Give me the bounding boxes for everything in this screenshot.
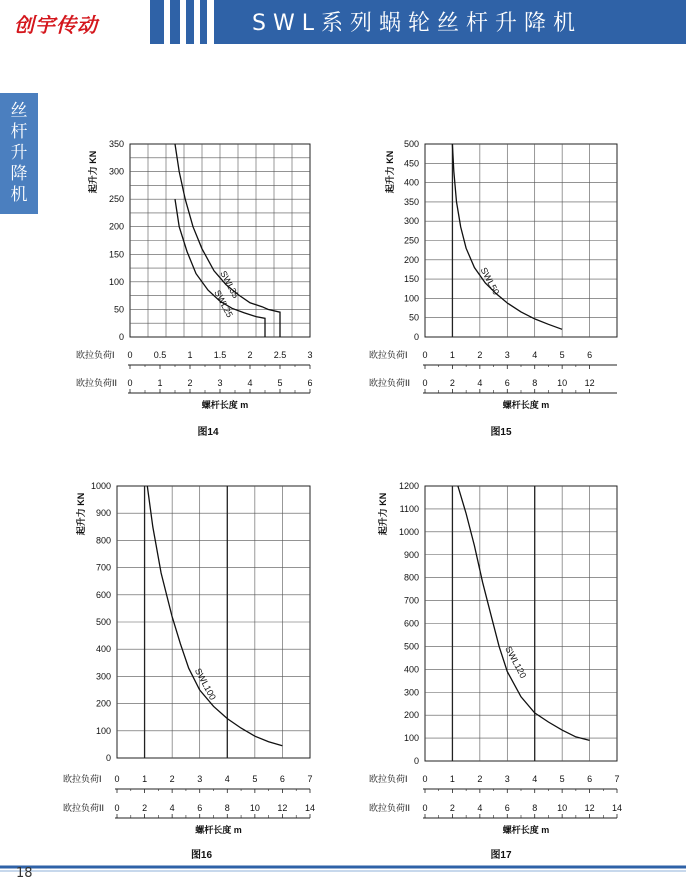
page-title: SWL系列蜗轮丝杆升降机	[252, 11, 582, 36]
brand-logo-text: 创宇传动	[14, 13, 98, 37]
scale-tick-label: 7	[614, 774, 620, 784]
series-label: SWL50	[478, 265, 502, 297]
y-tick-label: 800	[403, 572, 419, 583]
scale-tick-label: 4	[169, 803, 175, 813]
x-axis-label: 螺杆长度 m	[502, 825, 550, 835]
y-tick-label: 200	[403, 710, 419, 721]
scale-tick-label: 0	[422, 378, 428, 388]
y-tick-label: 300	[108, 166, 124, 177]
scale-tick-label: 0.5	[153, 350, 167, 360]
footer-rule	[0, 864, 686, 884]
y-tick-label: 600	[95, 589, 111, 600]
scale-tick-label: 5	[559, 350, 565, 360]
scale-tick-label: 0	[127, 350, 133, 360]
scale-tick-label: 1	[449, 774, 455, 784]
scale-tick-label: 12	[277, 803, 288, 813]
y-tick-label: 500	[403, 139, 419, 149]
scale-tick-label: 1	[157, 378, 163, 388]
page-number: 18	[16, 866, 33, 881]
side-tab-char: 丝	[10, 101, 28, 121]
scale-tick-label: 8	[224, 803, 230, 813]
y-tick-label: 0	[105, 753, 111, 763]
scale-tick-label: 2	[247, 350, 253, 360]
scale-tick-label: 10	[557, 803, 568, 813]
scale-tick-label: 2	[477, 774, 483, 784]
scale-tick-label: 6	[587, 774, 593, 784]
y-tick-label: 0	[118, 332, 124, 342]
series-label: SWL25	[212, 288, 235, 320]
scale-tick-label: 5	[277, 378, 283, 388]
y-tick-label: 900	[403, 549, 419, 560]
scale-tick-label: 5	[252, 774, 258, 784]
chart-caption: 图14	[197, 427, 219, 438]
series-label: SWL120	[503, 644, 529, 680]
y-tick-label: 350	[403, 196, 419, 207]
page-footer	[0, 864, 686, 884]
scale-label: 欧拉负荷II	[369, 803, 411, 813]
scale-tick-label: 6	[504, 378, 510, 388]
y-tick-label: 50	[408, 312, 419, 323]
y-tick-label: 1100	[399, 503, 419, 514]
x-axis-label: 螺杆长度 m	[502, 400, 550, 410]
series-label: SWL35	[218, 269, 241, 300]
scale-tick-label: 3	[217, 378, 223, 388]
scale-tick-label: 4	[477, 378, 483, 388]
scale-tick-label: 6	[587, 350, 593, 360]
scale-tick-label: 14	[304, 803, 316, 813]
y-tick-label: 500	[95, 617, 111, 627]
y-tick-label: 250	[108, 194, 124, 205]
y-tick-label: 300	[95, 671, 111, 682]
series-line-swl120	[458, 486, 590, 740]
y-tick-label: 800	[95, 535, 111, 546]
y-tick-label: 500	[403, 641, 419, 652]
y-tick-label: 350	[108, 139, 124, 149]
y-tick-label: 150	[403, 274, 419, 285]
y-tick-label: 50	[113, 304, 124, 315]
scale-label: 欧拉负荷II	[76, 378, 118, 388]
scale-label: 欧拉负荷II	[63, 803, 105, 813]
chart-caption: 图16	[190, 850, 213, 861]
scale-tick-label: 3	[504, 774, 510, 784]
scale-tick-label: 4	[532, 774, 538, 784]
scale-tick-label: 5	[559, 774, 565, 784]
scale-tick-label: 1	[187, 350, 193, 360]
scale-tick-label: 2	[142, 803, 148, 813]
scale-tick-label: 8	[532, 803, 538, 813]
y-axis-label: 起升力 KN	[385, 150, 395, 194]
y-tick-label: 400	[403, 177, 419, 188]
scale-tick-label: 2	[169, 774, 175, 784]
scale-tick-label: 0	[114, 774, 120, 784]
y-tick-label: 600	[403, 618, 419, 629]
scale-tick-label: 2	[449, 378, 455, 388]
y-tick-label: 700	[95, 562, 111, 573]
scale-tick-label: 2.5	[273, 350, 287, 360]
side-tab-char: 升	[10, 143, 28, 163]
y-tick-label: 100	[95, 725, 111, 736]
side-tab-char: 降	[10, 164, 28, 184]
y-tick-label: 1000	[90, 481, 111, 491]
y-tick-label: 300	[403, 687, 419, 698]
y-tick-label: 900	[95, 508, 111, 519]
scale-tick-label: 14	[611, 803, 623, 813]
y-tick-label: 1000	[398, 526, 419, 537]
scale-tick-label: 2	[187, 378, 193, 388]
y-tick-label: 0	[413, 756, 419, 766]
y-tick-label: 400	[95, 644, 111, 655]
scale-tick-label: 4	[532, 350, 538, 360]
y-tick-label: 100	[403, 293, 419, 304]
series-label: SWL100	[192, 666, 218, 702]
y-tick-label: 100	[108, 276, 124, 287]
scale-tick-label: 0	[114, 803, 120, 813]
y-tick-label: 200	[403, 254, 419, 265]
y-tick-label: 450	[403, 158, 419, 169]
y-tick-label: 150	[108, 249, 124, 260]
y-tick-label: 0	[413, 332, 419, 342]
y-tick-label: 100	[403, 733, 419, 744]
scale-label: 欧拉负荷I	[76, 350, 115, 360]
chart-caption: 图17	[490, 850, 512, 861]
scale-tick-label: 3	[307, 350, 313, 360]
scale-tick-label: 0	[422, 803, 428, 813]
scale-tick-label: 12	[584, 378, 595, 388]
series-line-swl100	[147, 486, 282, 746]
scale-tick-label: 6	[307, 378, 313, 388]
scale-tick-label: 1	[142, 774, 148, 784]
scale-tick-label: 8	[532, 378, 538, 388]
side-tab-char: 机	[10, 185, 28, 205]
scale-tick-label: 10	[557, 378, 568, 388]
scale-tick-label: 0	[127, 378, 133, 388]
scale-tick-label: 0	[422, 774, 428, 784]
y-tick-label: 700	[403, 595, 419, 606]
y-tick-label: 200	[108, 221, 124, 232]
scale-tick-label: 0	[422, 350, 428, 360]
scale-tick-label: 3	[504, 350, 510, 360]
scale-tick-label: 6	[504, 803, 510, 813]
x-axis-label: 螺杆长度 m	[201, 400, 249, 410]
y-tick-label: 200	[95, 698, 111, 709]
scale-tick-label: 1	[449, 350, 455, 360]
y-tick-label: 400	[403, 664, 419, 675]
scale-label: 欧拉负荷I	[369, 774, 408, 784]
scale-label: 欧拉负荷II	[369, 378, 411, 388]
y-tick-label: 250	[403, 235, 419, 246]
y-axis-label: 起升力 KN	[378, 492, 388, 536]
scale-tick-label: 6	[279, 774, 285, 784]
scale-tick-label: 12	[584, 803, 595, 813]
chart-caption: 图15	[490, 427, 512, 438]
y-axis-label: 起升力 KN	[76, 492, 86, 536]
scale-label: 欧拉负荷I	[63, 774, 102, 784]
scale-tick-label: 4	[224, 774, 230, 784]
scale-tick-label: 2	[477, 350, 483, 360]
scale-label: 欧拉负荷I	[369, 350, 408, 360]
y-tick-label: 1200	[398, 481, 419, 491]
scale-tick-label: 7	[307, 774, 313, 784]
scale-tick-label: 1.5	[213, 350, 227, 360]
x-axis-label: 螺杆长度 m	[195, 825, 242, 835]
y-axis-label: 起升力 KN	[88, 150, 98, 194]
scale-tick-label: 4	[247, 378, 253, 388]
scale-tick-label: 2	[449, 803, 455, 813]
scale-tick-label: 4	[477, 803, 483, 813]
scale-tick-label: 3	[197, 774, 203, 784]
side-tab-char: 杆	[10, 122, 28, 142]
scale-tick-label: 10	[249, 803, 260, 813]
scale-tick-label: 6	[197, 803, 203, 813]
y-tick-label: 300	[403, 216, 419, 227]
